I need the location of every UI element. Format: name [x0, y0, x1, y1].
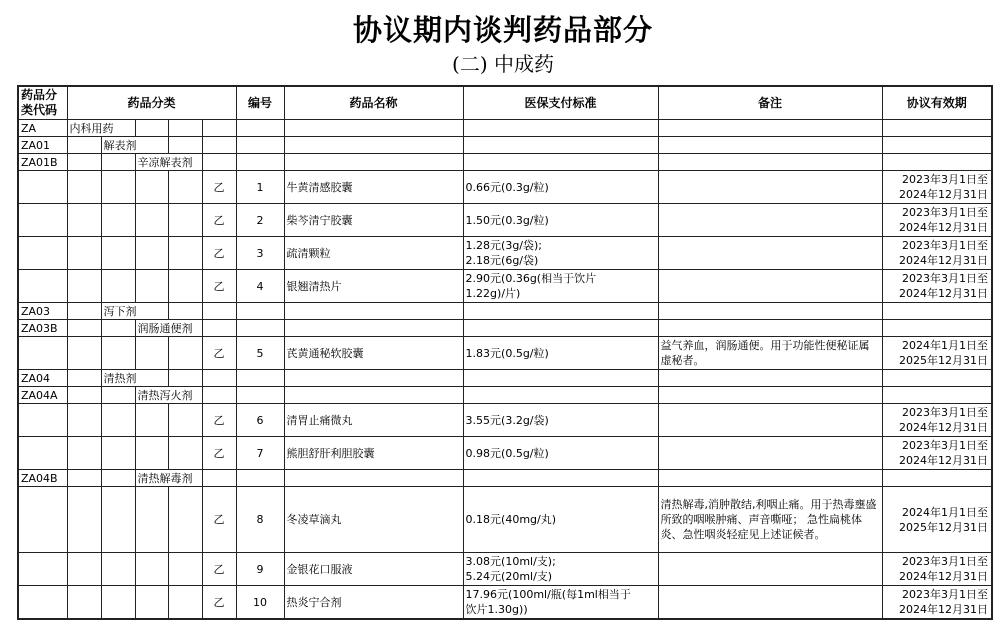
empty-cell	[236, 320, 284, 337]
drug-name: 柴芩清宁胶囊	[284, 204, 463, 237]
drug-grade: 乙	[202, 237, 236, 270]
drug-name: 冬凌草滴丸	[284, 487, 463, 553]
empty-cell	[101, 553, 135, 586]
drug-number: 1	[236, 171, 284, 204]
validity-period	[882, 437, 992, 470]
category-row	[18, 387, 992, 404]
payment-standard	[463, 237, 658, 270]
empty-cell	[236, 370, 284, 387]
empty-cell	[67, 470, 101, 487]
empty-cell	[135, 171, 168, 204]
empty-cell	[67, 303, 101, 320]
drug-number: 5	[236, 337, 284, 370]
empty-cell	[202, 370, 236, 387]
validity-line: 2024年12月31日	[899, 221, 989, 234]
empty-cell	[135, 487, 168, 553]
page-subtitle: (二) 中成药	[452, 52, 554, 76]
empty-cell	[168, 270, 202, 303]
drug-row	[18, 204, 992, 237]
empty-cell	[135, 553, 168, 586]
empty-cell	[284, 154, 463, 171]
payment-standard	[463, 171, 658, 204]
category-label: 清热解毒剂	[135, 470, 202, 487]
empty-cell	[882, 387, 992, 404]
empty-cell	[463, 303, 658, 320]
empty-cell	[101, 487, 135, 553]
empty-cell	[67, 237, 101, 270]
validity-line: 2024年12月31日	[899, 570, 989, 583]
remarks	[658, 270, 882, 303]
empty-cell	[168, 370, 202, 387]
empty-cell	[202, 137, 236, 154]
payment-line: 17.96元(100ml/瓶(每1ml相当于	[465, 588, 631, 601]
drug-grade: 乙	[202, 487, 236, 553]
empty-cell	[168, 303, 202, 320]
drug-number: 10	[236, 586, 284, 620]
category-row	[18, 154, 992, 171]
empty-cell	[236, 120, 284, 137]
category-row	[18, 470, 992, 487]
drug-row	[18, 586, 992, 620]
drug-grade: 乙	[202, 204, 236, 237]
empty-cell	[284, 387, 463, 404]
drug-number: 2	[236, 204, 284, 237]
category-code: ZA04	[18, 370, 67, 387]
category-code: ZA04B	[18, 470, 67, 487]
empty-cell	[67, 137, 101, 154]
empty-cell	[463, 137, 658, 154]
empty-cell	[284, 320, 463, 337]
header-remarks: 备注	[658, 86, 882, 120]
empty-cell	[658, 387, 882, 404]
remarks	[658, 586, 882, 620]
validity-line: 2024年12月31日	[899, 603, 989, 616]
empty-cell	[101, 387, 135, 404]
empty-cell	[463, 370, 658, 387]
remarks	[658, 553, 882, 586]
empty-cell	[18, 404, 67, 437]
empty-cell	[168, 586, 202, 620]
drug-name: 金银花口服液	[284, 553, 463, 586]
empty-cell	[101, 320, 135, 337]
remarks	[658, 171, 882, 204]
category-code: ZA01B	[18, 154, 67, 171]
empty-cell	[168, 487, 202, 553]
empty-cell	[67, 586, 101, 620]
payment-line: 0.98元(0.5g/粒)	[465, 446, 549, 460]
payment-line: 3.55元(3.2g/袋)	[465, 413, 549, 427]
empty-cell	[135, 270, 168, 303]
empty-cell	[658, 137, 882, 154]
payment-line: 1.83元(0.5g/粒)	[465, 346, 549, 360]
validity-line: 2024年12月31日	[899, 454, 989, 467]
empty-cell	[101, 270, 135, 303]
validity-period	[882, 404, 992, 437]
category-row	[18, 120, 992, 137]
validity-period	[882, 553, 992, 586]
empty-cell	[67, 553, 101, 586]
empty-cell	[67, 171, 101, 204]
empty-cell	[67, 437, 101, 470]
category-code: ZA03	[18, 303, 67, 320]
drug-grade: 乙	[202, 586, 236, 620]
empty-cell	[67, 404, 101, 437]
empty-cell	[463, 154, 658, 171]
remarks	[658, 437, 882, 470]
drug-number: 8	[236, 487, 284, 553]
validity-line: 2024年12月31日	[899, 188, 989, 201]
drug-name: 疏清颗粒	[284, 237, 463, 270]
drug-row	[18, 437, 992, 470]
drug-row	[18, 171, 992, 204]
empty-cell	[101, 204, 135, 237]
drug-number: 6	[236, 404, 284, 437]
empty-cell	[202, 303, 236, 320]
category-label: 泻下剂	[101, 303, 168, 320]
drug-row	[18, 270, 992, 303]
empty-cell	[67, 204, 101, 237]
payment-line: 2.90元(0.36g(相当于饮片	[465, 272, 597, 285]
empty-cell	[236, 137, 284, 154]
remarks	[658, 404, 882, 437]
drug-number: 4	[236, 270, 284, 303]
validity-period	[882, 237, 992, 270]
empty-cell	[168, 204, 202, 237]
empty-cell	[18, 237, 67, 270]
drug-name: 银翘清热片	[284, 270, 463, 303]
header-number: 编号	[236, 86, 284, 120]
drug-row	[18, 404, 992, 437]
header-payment: 医保支付标准	[463, 86, 658, 120]
empty-cell	[284, 120, 463, 137]
empty-cell	[882, 154, 992, 171]
payment-line: 2.18元(6g/袋)	[465, 254, 539, 267]
validity-line: 2023年3月1日至	[902, 555, 989, 568]
empty-cell	[18, 204, 67, 237]
empty-cell	[168, 120, 202, 137]
empty-cell	[18, 586, 67, 620]
empty-cell	[101, 586, 135, 620]
drug-name: 热炎宁合剂	[284, 586, 463, 620]
payment-line: 0.66元(0.3g/粒)	[465, 180, 549, 194]
table-header-row	[18, 86, 992, 120]
empty-cell	[236, 303, 284, 320]
validity-line: 2023年3月1日至	[902, 272, 989, 285]
payment-standard	[463, 204, 658, 237]
drug-row	[18, 337, 992, 370]
payment-standard	[463, 337, 658, 370]
validity-period	[882, 204, 992, 237]
drug-number: 3	[236, 237, 284, 270]
validity-line: 2024年12月31日	[899, 254, 989, 267]
empty-cell	[168, 137, 202, 154]
header-validity: 协议有效期	[882, 86, 992, 120]
empty-cell	[463, 387, 658, 404]
validity-line: 2023年3月1日至	[902, 588, 989, 601]
drug-row	[18, 487, 992, 553]
empty-cell	[882, 370, 992, 387]
empty-cell	[463, 470, 658, 487]
remarks: 清热解毒,消肿散结,利咽止痛。用于热毒壅盛所致的咽喉肿痛、声音嘶哑； 急性扁桃体炎、急性咽炎轻症见上述证候者。	[658, 487, 882, 553]
empty-cell	[67, 337, 101, 370]
empty-cell	[284, 370, 463, 387]
validity-line: 2024年1月1日至	[902, 505, 989, 519]
empty-cell	[18, 437, 67, 470]
validity-line: 2024年12月31日	[899, 421, 989, 434]
drug-row	[18, 553, 992, 586]
validity-line: 2023年3月1日至	[902, 206, 989, 219]
category-label: 内科用药	[67, 120, 135, 137]
empty-cell	[658, 303, 882, 320]
empty-cell	[882, 120, 992, 137]
empty-cell	[658, 120, 882, 137]
validity-line: 2023年3月1日至	[902, 173, 989, 186]
category-code: ZA	[18, 120, 67, 137]
empty-cell	[135, 404, 168, 437]
empty-cell	[67, 487, 101, 553]
drug-name: 清胃止痛微丸	[284, 404, 463, 437]
empty-cell	[135, 204, 168, 237]
empty-cell	[67, 154, 101, 171]
empty-cell	[168, 404, 202, 437]
empty-cell	[658, 370, 882, 387]
empty-cell	[658, 154, 882, 171]
category-code: ZA01	[18, 137, 67, 154]
drug-grade: 乙	[202, 337, 236, 370]
empty-cell	[101, 337, 135, 370]
empty-cell	[18, 337, 67, 370]
category-code: ZA04A	[18, 387, 67, 404]
drug-name: 熊胆舒肝利胆胶囊	[284, 437, 463, 470]
validity-period	[882, 337, 992, 370]
empty-cell	[67, 270, 101, 303]
payment-line: 1.22g)/片)	[465, 287, 521, 300]
validity-line: 2025年12月31日	[899, 520, 989, 534]
category-label: 解表剂	[101, 137, 168, 154]
empty-cell	[168, 553, 202, 586]
category-code: ZA03B	[18, 320, 67, 337]
header-code: 药品分类代码	[18, 86, 67, 120]
validity-period	[882, 270, 992, 303]
remarks: 益气养血，润肠通便。用于功能性便秘证属虚秘者。	[658, 337, 882, 370]
category-row	[18, 303, 992, 320]
payment-standard	[463, 404, 658, 437]
drug-grade: 乙	[202, 437, 236, 470]
empty-cell	[67, 387, 101, 404]
validity-period	[882, 487, 992, 553]
drug-name: 牛黄清感胶囊	[284, 171, 463, 204]
payment-line: 0.18元(40mg/丸)	[465, 513, 557, 526]
empty-cell	[658, 470, 882, 487]
empty-cell	[135, 586, 168, 620]
payment-line: 1.28元(3g/袋);	[465, 239, 543, 252]
empty-cell	[135, 437, 168, 470]
remarks	[658, 237, 882, 270]
payment-line: 3.08元(10ml/支);	[465, 555, 556, 568]
validity-line: 2024年12月31日	[899, 287, 989, 300]
empty-cell	[202, 320, 236, 337]
drug-number: 7	[236, 437, 284, 470]
drug-table	[17, 85, 993, 620]
header-name: 药品名称	[284, 86, 463, 120]
validity-line: 2023年3月1日至	[902, 439, 989, 452]
empty-cell	[658, 320, 882, 337]
empty-cell	[101, 437, 135, 470]
payment-line: 饮片1.30g))	[465, 603, 528, 616]
empty-cell	[284, 137, 463, 154]
category-row	[18, 137, 992, 154]
empty-cell	[202, 470, 236, 487]
empty-cell	[101, 404, 135, 437]
empty-cell	[135, 337, 168, 370]
empty-cell	[236, 387, 284, 404]
empty-cell	[168, 237, 202, 270]
drug-grade: 乙	[202, 270, 236, 303]
drug-number: 9	[236, 553, 284, 586]
header-category: 药品分类	[67, 86, 236, 120]
category-label: 辛凉解表剂	[135, 154, 202, 171]
empty-cell	[135, 120, 168, 137]
empty-cell	[168, 337, 202, 370]
drug-grade: 乙	[202, 404, 236, 437]
validity-line: 2023年3月1日至	[902, 239, 989, 252]
category-row	[18, 320, 992, 337]
empty-cell	[18, 171, 67, 204]
empty-cell	[67, 370, 101, 387]
payment-standard	[463, 437, 658, 470]
empty-cell	[284, 303, 463, 320]
empty-cell	[202, 154, 236, 171]
empty-cell	[101, 470, 135, 487]
empty-cell	[135, 237, 168, 270]
category-label: 清热剂	[101, 370, 168, 387]
empty-cell	[882, 303, 992, 320]
empty-cell	[101, 154, 135, 171]
empty-cell	[882, 470, 992, 487]
empty-cell	[882, 320, 992, 337]
empty-cell	[236, 470, 284, 487]
drug-grade: 乙	[202, 553, 236, 586]
empty-cell	[101, 171, 135, 204]
remarks	[658, 204, 882, 237]
empty-cell	[463, 120, 658, 137]
empty-cell	[202, 387, 236, 404]
validity-line: 2023年3月1日至	[902, 406, 989, 419]
empty-cell	[463, 320, 658, 337]
validity-period	[882, 171, 992, 204]
page-title: 协议期内谈判药品部分	[352, 13, 653, 47]
empty-cell	[236, 154, 284, 171]
drug-row	[18, 237, 992, 270]
payment-line: 1.50元(0.3g/粒)	[465, 213, 549, 227]
validity-line: 2025年12月31日	[899, 354, 989, 367]
empty-cell	[284, 470, 463, 487]
empty-cell	[101, 237, 135, 270]
category-label: 清热泻火剂	[135, 387, 202, 404]
payment-standard	[463, 586, 658, 620]
payment-standard	[463, 270, 658, 303]
empty-cell	[67, 320, 101, 337]
empty-cell	[168, 171, 202, 204]
payment-standard	[463, 553, 658, 586]
empty-cell	[18, 553, 67, 586]
payment-line: 5.24元(20ml/支)	[465, 570, 553, 583]
empty-cell	[18, 487, 67, 553]
drug-grade: 乙	[202, 171, 236, 204]
payment-standard	[463, 487, 658, 553]
empty-cell	[18, 270, 67, 303]
empty-cell	[168, 437, 202, 470]
empty-cell	[202, 120, 236, 137]
category-label: 润肠通便剂	[135, 320, 202, 337]
drug-name: 芪黄通秘软胶囊	[284, 337, 463, 370]
validity-period	[882, 586, 992, 620]
category-row	[18, 370, 992, 387]
validity-line: 2024年1月1日至	[902, 339, 989, 352]
empty-cell	[882, 137, 992, 154]
